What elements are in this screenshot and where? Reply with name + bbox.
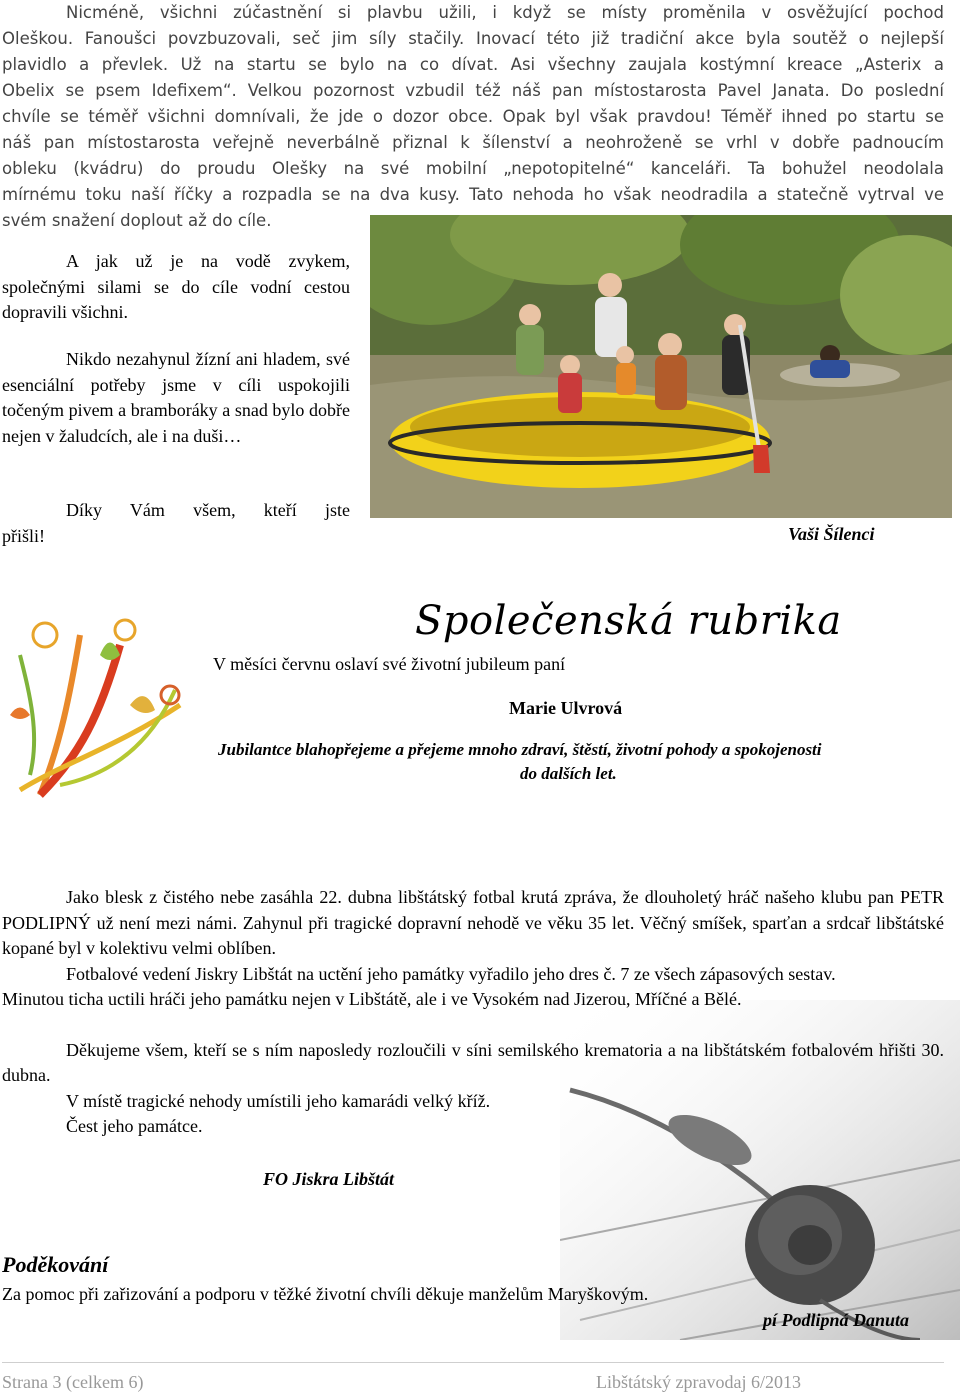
intro-line: Nicméně, všichni zúčastnění si plavbu užili, i když se místy proměnila v osvěžující pochod — [66, 3, 944, 22]
intro-line: Oleškou. Fanoušci povzbuzovali, seč jim síly stačily. Inovací této již tradiční akce byla soutěž o nejlepší — [2, 29, 944, 48]
jubilee-intro: V měsíci červnu oslaví své životní jubileum paní — [213, 654, 566, 674]
thanks-heading: Poděkování — [2, 1252, 109, 1277]
jubilee-wish-2: do dalších let. — [520, 764, 617, 783]
intro-line: Obelix se psem Idefixem“. Velkou pozornost vzbudil též náš pan místostarosta Pavel Janata. Do poslední — [2, 81, 944, 100]
raft-article-intro — [2, 0, 944, 234]
intro-line: svém snažení doplout až do cíle. — [2, 211, 272, 230]
obituary-signature: FO Jiskra Libštát — [263, 1169, 395, 1189]
intro-line: obleku (kvádru) do proudu Olešky na své mobilní „nepotopitelné“ kanceláři. Ta bohužel neodolala — [2, 159, 944, 178]
thanks-text: Za pomoc při zařizování a podporu v těžké životní chvíli děkuje manželům Maryškovým. — [2, 1284, 649, 1304]
social-section-title: Společenská rubrika — [415, 598, 842, 644]
flower-ornament — [0, 595, 200, 800]
side-paragraph-2: Nikdo nezahynul žízní ani hladem, své esenciální potřeby jsme v cíli uspokojili točeným pivem a bramboráky a snad bylo dobře nejen v žaludcích, ale i na duši… — [2, 349, 350, 446]
side-paragraph-1: A jak už je na vodě zvykem, společnými silami se do cíle vodní cestou dopravili všichni. — [2, 251, 350, 322]
jubilee-wish-1: Jubilantce blahopřejeme a přejeme mnoho zdraví, štěstí, životní pohody a spokojenosti — [218, 740, 822, 759]
jubilant-name: Marie Ulvrová — [509, 698, 623, 718]
intro-line: náš pan místostarosta veřejně neverbálně přiznal k šílenství a neohroženě se vrhl v dobře padnoucím — [2, 133, 944, 152]
intro-line: plavidlo a převlek. Už na startu se bylo na co dívat. Asi všechny zaujala kostýmní kreace „Asterix a — [2, 55, 944, 74]
raft-signature: Vaši Šílenci — [788, 524, 875, 544]
thanks-signature: pí Podlipná Danuta — [763, 1310, 910, 1330]
obituary — [2, 885, 944, 1140]
obituary-paragraph-6: Čest jeho památce. — [66, 1116, 203, 1136]
footer-issue: Libštátský zpravodaj 6/2013 — [596, 1372, 801, 1392]
intro-line: chvíle se téměř všichni domnívali, že jde o dozor obce. Opak byl však pravdou! Téměř ihned po startu se — [2, 107, 944, 126]
thanks-line-1: Díky Vám všem, kteří jste — [66, 500, 350, 520]
obituary-paragraph-1: Jako blesk z čistého nebe zasáhla 22. dubna libštátský fotbal krutá zpráva, že dlouholetý hráč našeho klubu pan PETR PODLIPNÝ už není mezi námi. Zahynul při tragické dopravní nehodě ve věku 35 let. Věčný smíšek, sparťan a srdcař libštátské kopané byl v kolektivu velmi oblíben. — [2, 887, 944, 958]
obituary-paragraph-3: Minutou ticha uctili hráči jeho památku nejen v Libštátě, ale i ve Vysokém nad Jizerou, Mříčné a Bělé. — [2, 989, 742, 1009]
obituary-paragraph-5: V místě tragické nehody umístili jeho kamarádi velký kříž. — [66, 1090, 491, 1111]
thanks-line-2: přišli! — [2, 526, 45, 546]
raft-photo — [370, 215, 952, 518]
intro-line: mírnému toku naší říčky a rozpadla se na dva kusy. Tato nehoda ho však neodradila a statečně vytrval ve — [2, 185, 944, 204]
footer-rule — [2, 1362, 944, 1363]
obituary-paragraph-4: Děkujeme všem, kteří se s ním naposledy rozloučili v síni semilského krematoria a na libštátském fotbalovém hřišti 30. dubna. — [2, 1039, 944, 1085]
obituary-paragraph-2: Fotbalové vedení Jiskry Libštát na uctění jeho památky vyřadilo jeho dres č. 7 ze všech zápasových sestav. — [66, 963, 836, 984]
footer-page-number: Strana 3 (celkem 6) — [2, 1372, 144, 1392]
